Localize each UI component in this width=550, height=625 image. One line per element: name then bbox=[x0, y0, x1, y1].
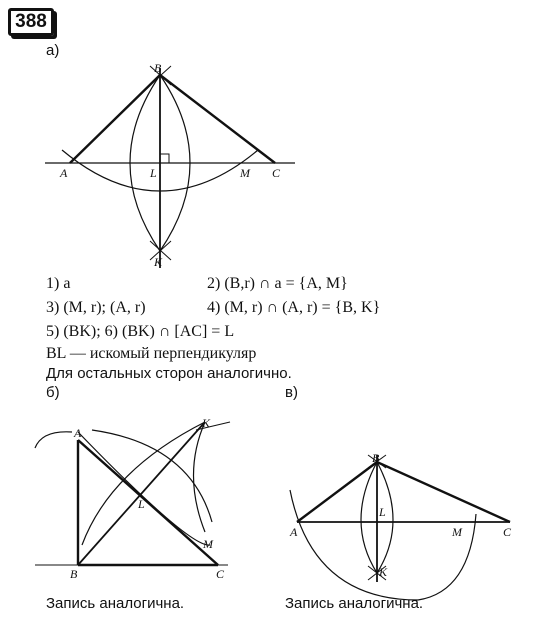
segment-ab bbox=[70, 75, 160, 163]
label-a-B: B bbox=[154, 61, 162, 75]
conclusion: BL — искомый перпендикуляр bbox=[46, 345, 257, 362]
arc-top-left-b bbox=[35, 432, 72, 448]
step-5-6: 5) (BK); 6) (BK) ∩ [AC] = L bbox=[46, 323, 235, 340]
segment-bc-c bbox=[377, 462, 510, 522]
label-b-K: K bbox=[202, 416, 211, 430]
arc-lens2-b bbox=[78, 432, 210, 545]
label-c-L: L bbox=[379, 505, 386, 519]
label-a-C: C bbox=[272, 166, 281, 180]
arc-circle-b-left-c bbox=[290, 490, 418, 600]
part-c-label: в) bbox=[285, 384, 298, 401]
label-a-K: K bbox=[154, 255, 163, 269]
step-4: 4) (M, r) ∩ (A, r) = {B, K} bbox=[207, 299, 381, 316]
step-1: 1) a bbox=[46, 275, 71, 292]
segment-ac-b bbox=[78, 440, 218, 565]
label-c-M: M bbox=[452, 525, 462, 539]
note-other-sides: Для остальных сторон аналогично. bbox=[46, 365, 292, 382]
figure-b-labels bbox=[70, 416, 225, 581]
arc-lens-left-c bbox=[361, 462, 377, 573]
label-b-C: C bbox=[216, 567, 225, 581]
caption-b: Запись аналогична. bbox=[46, 595, 185, 612]
figure-b bbox=[35, 422, 230, 565]
label-c-A: A bbox=[290, 525, 298, 539]
label-a-A: A bbox=[60, 166, 68, 180]
part-b-label: б) bbox=[46, 384, 60, 401]
label-b-B: B bbox=[70, 567, 78, 581]
part-a-label: а) bbox=[46, 42, 60, 59]
label-b-M: M bbox=[203, 537, 213, 551]
figure-c bbox=[290, 455, 510, 600]
label-b-L: L bbox=[138, 497, 145, 511]
step-3: 3) (M, r); (A, r) bbox=[46, 299, 146, 316]
arc-circle-b-right-c bbox=[418, 514, 476, 600]
label-a-L: L bbox=[150, 166, 157, 180]
label-c-B: B bbox=[372, 451, 380, 465]
figure-a bbox=[45, 66, 295, 268]
arc-lens-b bbox=[82, 422, 205, 545]
step-2: 2) (B,r) ∩ a = {A, M} bbox=[207, 275, 348, 292]
label-a-M: M bbox=[240, 166, 250, 180]
arc-right-b bbox=[194, 422, 206, 532]
label-c-K: K bbox=[379, 565, 388, 579]
problem-number: 388 bbox=[15, 11, 47, 32]
label-c-C: C bbox=[503, 525, 512, 539]
right-angle-mark bbox=[160, 154, 169, 163]
label-b-A: A bbox=[74, 426, 82, 440]
figure-c-labels bbox=[289, 451, 512, 579]
caption-c: Запись аналогична. bbox=[285, 595, 424, 612]
